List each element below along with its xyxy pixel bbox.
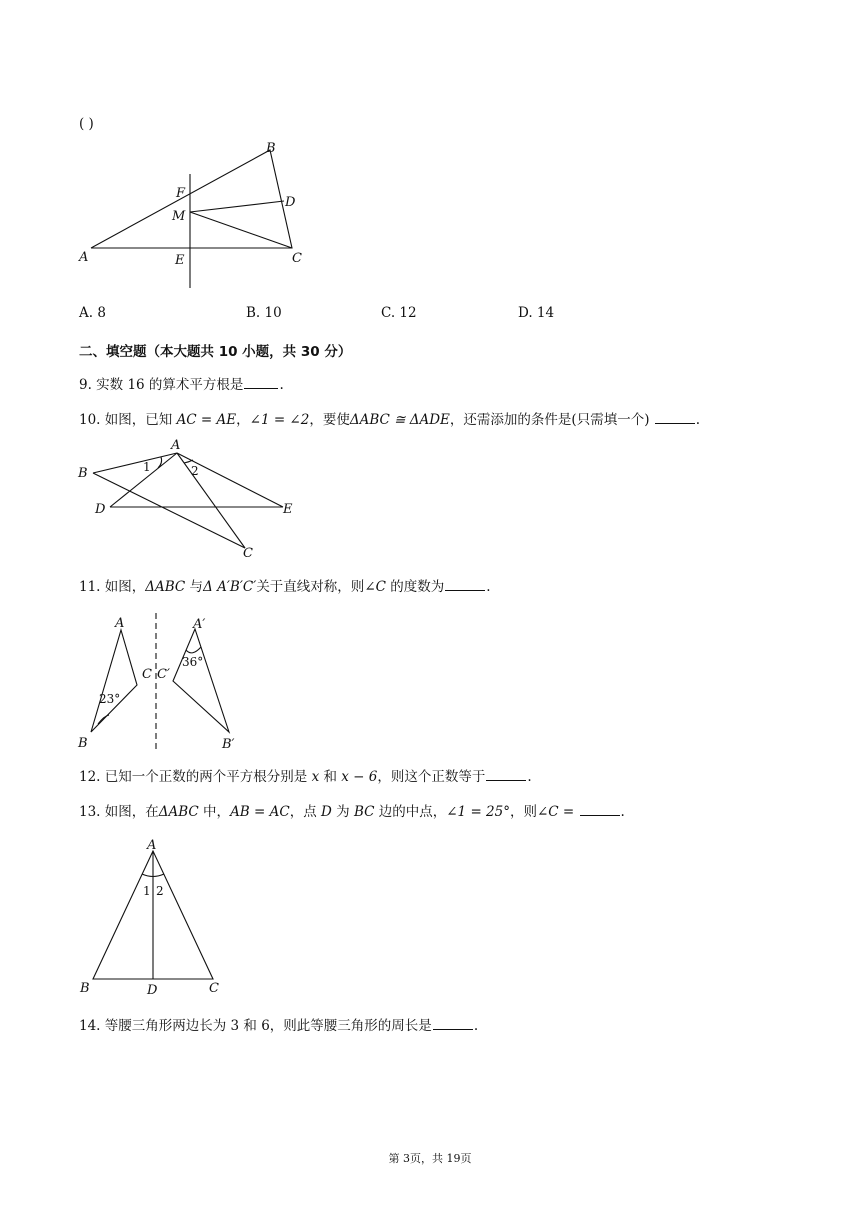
q10-text-a: 10. 如图，已知 [79, 412, 177, 428]
q12-tail: . [527, 769, 532, 785]
q13-text-c: ，点 [289, 804, 322, 820]
q11-angle-b-label: 23° [99, 692, 121, 706]
q9-tail: . [279, 377, 284, 393]
q10-label-a: A [171, 438, 181, 453]
q12-text-a: 12. 已知一个正数的两个平方根分别是 [79, 769, 312, 785]
q13-text-d: 为 [331, 804, 354, 820]
page-footer: 第 3页，共 19页 [388, 1152, 472, 1165]
q10-segment-ae [177, 453, 283, 507]
q14-tail: . [473, 1018, 479, 1034]
q11-figure [75, 608, 255, 753]
q11-angle-a2-label: 36° [182, 655, 204, 669]
q11-triangle-a2b2c2 [173, 629, 229, 732]
q13-label-b: B [80, 981, 90, 996]
q10-angle-2-label: 2 [191, 464, 199, 478]
q11-text-a: 11. 如图， [79, 579, 146, 595]
q10-tail: . [695, 412, 701, 428]
question-11 [79, 575, 491, 595]
q14-text: 14. 等腰三角形两边长为 3 和 6，则此等腰三角形的周长是 [79, 1018, 432, 1034]
q8-option-d: D. 14 [518, 305, 555, 321]
q10-text-b: ， [236, 412, 250, 428]
q8-label-d: D [285, 195, 296, 210]
q13-math-b: AB = AC [230, 804, 290, 820]
q11-text-b: 与 [185, 579, 204, 595]
question-14 [79, 1014, 478, 1034]
q12-text-b: 和 [319, 769, 342, 785]
q11-math-b: Δ A′B′C′ [203, 579, 257, 595]
q10-label-c: C [243, 546, 253, 561]
q8-triangle-abc [91, 150, 292, 248]
q8-label-e: E [175, 253, 185, 268]
q12-blank [486, 768, 526, 781]
q13-angle-1-label: 1 [143, 884, 151, 898]
q8-figure [75, 138, 315, 293]
q8-option-b: B. 10 [246, 305, 282, 321]
q10-text-d: ，还需添加的条件是(只需填一个) [449, 412, 654, 428]
q8-label-a: A [79, 250, 89, 265]
q13-text-b: 中， [198, 804, 231, 820]
q10-figure [75, 436, 305, 561]
q13-text-a: 13. 如图，在 [79, 804, 159, 820]
q8-answer-paren: ( ) [79, 116, 94, 132]
q12-text-c: ，则这个正数等于 [377, 769, 486, 785]
q10-text-c: ，要使 [309, 412, 350, 428]
q10-label-d: D [95, 502, 106, 517]
q11-label-c: C [142, 667, 152, 682]
q13-label-a: A [147, 838, 157, 853]
q11-math-c: ∠C [364, 579, 386, 595]
question-10 [79, 408, 700, 428]
q11-label-c2: C′ [157, 667, 170, 682]
q8-label-c: C [292, 251, 302, 266]
q11-blank [445, 578, 485, 591]
q13-label-d: D [147, 983, 158, 998]
q11-triangle-abc [91, 630, 137, 732]
q12-math-a: x [311, 769, 320, 785]
question-12 [79, 765, 532, 785]
q10-segment-ac [177, 453, 245, 548]
q14-blank [433, 1017, 473, 1030]
q13-text-f: ，则 [509, 804, 537, 820]
q10-math-b: ∠1 = ∠2 [249, 412, 310, 428]
q11-label-b2: B′ [222, 737, 235, 752]
q10-label-b: B [78, 466, 88, 481]
q8-label-m: M [172, 209, 186, 224]
q11-label-a2: A′ [193, 617, 206, 632]
q8-label-b: B [266, 141, 276, 156]
q9-text: 9. 实数 16 的算术平方根是 [79, 377, 244, 393]
section-title: 二、填空题（本大题共 10 小题，共 30 分） [79, 344, 352, 360]
q11-text-c: 关于直线对称，则 [256, 579, 365, 595]
q12-math-b: x − 6 [341, 769, 378, 785]
q9-blank [244, 376, 278, 389]
q8-label-f: F [176, 186, 186, 201]
q11-label-a: A [115, 616, 125, 631]
q13-math-f: ∠C = [536, 804, 579, 820]
q11-text-d: 的度数为 [385, 579, 445, 595]
question-13 [79, 800, 625, 820]
q10-angle-2-arc [184, 460, 193, 463]
q10-angle-1-label: 1 [143, 460, 151, 474]
q13-math-d: BC [353, 804, 375, 820]
q8-option-a: A. 8 [79, 305, 106, 321]
q10-segment-bc [93, 473, 245, 548]
q11-label-b: B [78, 736, 88, 751]
q8-segment-md [190, 201, 284, 212]
q13-tail: . [620, 804, 625, 820]
q8-segment-mc [190, 212, 292, 248]
q13-math-a: ΔABC [158, 804, 199, 820]
q10-blank [655, 411, 695, 424]
q13-blank [580, 803, 620, 816]
q11-math-a: ΔABC [145, 579, 186, 595]
q13-math-c: D [321, 804, 332, 820]
q13-figure [75, 832, 235, 1002]
question-9 [79, 373, 284, 393]
q13-label-c: C [209, 981, 219, 996]
q13-math-e: ∠1 = 25° [446, 804, 510, 820]
q10-math-c: ΔABC ≅ ΔADE [349, 412, 450, 428]
q11-tail: . [486, 579, 491, 595]
q8-option-c: C. 12 [381, 305, 417, 321]
q13-text-e: 边的中点， [374, 804, 447, 820]
q10-label-e: E [283, 502, 293, 517]
q11-angle-a2-arc [186, 647, 201, 653]
q13-angle-2-label: 2 [156, 884, 164, 898]
q10-math-a: AC = AE [176, 412, 237, 428]
